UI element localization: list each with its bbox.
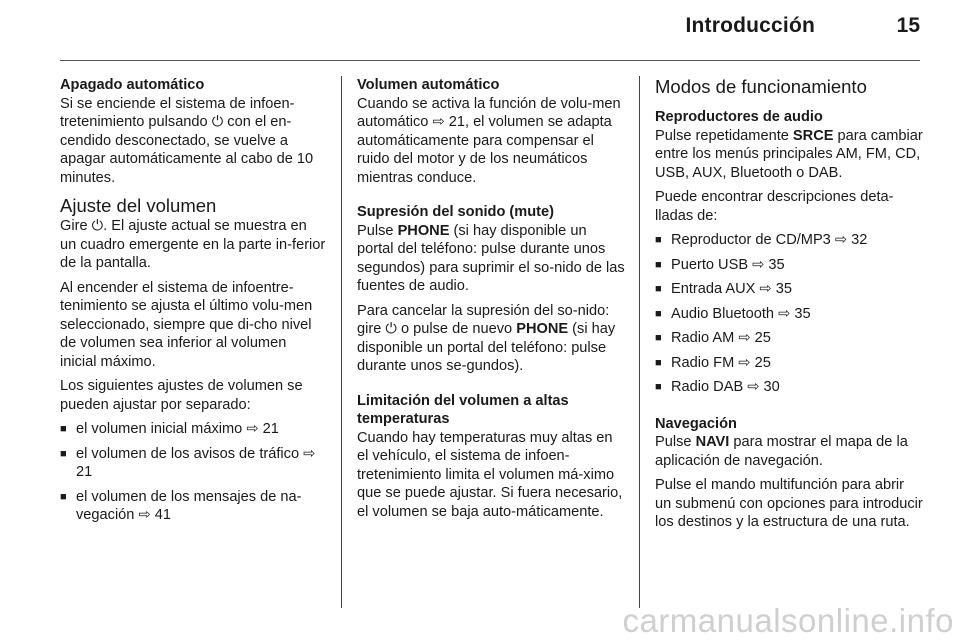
volume-paragraph-1: Gire ⏻. El ajuste actual se muestra en un cuadro emergente en la parte in-ferior de la pantalla. xyxy=(60,218,326,271)
srce-key-label: SRCE xyxy=(792,127,834,144)
list-item: ■ Radio FM ⇨ 25 xyxy=(655,354,923,373)
players-heading: Reproductores de audio xyxy=(655,109,823,125)
navigation-paragraph-1: Pulse NAVI para mostrar el mapa de la aplicación de navegación. xyxy=(655,434,908,469)
auto-off-heading: Apagado automático xyxy=(60,77,205,93)
column-divider xyxy=(639,76,640,608)
players-paragraph-1: Pulse repetidamente SRCE para cambiar entre los menús principales AM, FM, CD, USB, AUX, Bluetooth o DAB. xyxy=(655,127,923,181)
modes-heading: Modos de funcionamiento xyxy=(655,76,867,97)
players-paragraph-2: Puede encontrar descripciones deta-lladas de: xyxy=(655,189,894,224)
list-item: ■ Entrada AUX ⇨ 35 xyxy=(655,280,923,299)
auto-volume-text: Cuando se activa la función de volu-men automático ⇨ 21, el volumen se adapta automáticamente para compensar el ruido del motor y de los neumáticos mientras conduce. xyxy=(357,95,621,186)
column-divider xyxy=(341,76,342,608)
navi-key-label: NAVI xyxy=(695,434,730,450)
list-item: ■ Audio Bluetooth ⇨ 35 xyxy=(655,305,923,324)
volume-heading: Ajuste del volumen xyxy=(60,195,217,216)
list-item: ■ Radio AM ⇨ 25 xyxy=(655,329,923,348)
list-item: ■ Reproductor de CD/MP3 ⇨ 32 xyxy=(655,231,923,250)
volume-paragraph-2: Al encender el sistema de infoentre-tenimiento se ajusta el último volu-men seleccionado, siempre que di-cho nivel de volumen sea inferior al volumen inicial máximo. xyxy=(60,279,313,370)
auto-off-text: Si se enciende el sistema de infoen-tretenimiento pulsando ⏻ con el en-cendido desconectado, se vuelve a apagar automáticamente al cabo de 10 minutes. xyxy=(60,95,314,186)
column-middle xyxy=(357,76,625,527)
navigation-paragraph-2: Pulse el mando multifunción para abrir un submenú con opciones para introducir los destinos y la estructura de una ruta. xyxy=(655,477,923,530)
column-right xyxy=(655,76,923,538)
list-item: ■ el volumen de los avisos de tráfico ⇨ 21 xyxy=(60,445,326,482)
watermark: carmanualsonline.info xyxy=(622,602,954,639)
mute-heading: Supresión del sonido (mute) xyxy=(357,204,555,220)
page-number: 15 xyxy=(896,14,920,37)
list-item: ■ el volumen inicial máximo ⇨ 21 xyxy=(60,420,326,439)
limit-text: Cuando hay temperaturas muy altas en el vehículo, el sistema de infoen-tretenimiento limita el volumen má-ximo que se puede ajustar. Si fuera necesario, el volumen se baja auto-máticamente. xyxy=(357,429,623,520)
column-left xyxy=(60,76,326,533)
players-list xyxy=(655,231,923,397)
phone-key-label: PHONE xyxy=(516,321,569,337)
list-item: ■ el volumen de los mensajes de na-vegación ⇨ 41 xyxy=(60,488,326,525)
list-item: ■ Puerto USB ⇨ 35 xyxy=(655,256,923,275)
list-item: ■ Radio DAB ⇨ 30 xyxy=(655,378,923,397)
phone-key-label: PHONE xyxy=(397,222,450,239)
limit-heading: Limitación del volumen a altas temperaturas xyxy=(357,392,569,427)
mute-paragraph-2: Para cancelar la supresión del so-nido: gire ⏻ o pulse de nuevo PHONE (si hay disponible un portal del teléfono: pulse durante unos se-gundos). xyxy=(357,302,616,374)
auto-volume-heading: Volumen automático xyxy=(357,77,500,93)
volume-paragraph-3: Los siguientes ajustes de volumen se pueden ajustar por separado: xyxy=(60,378,303,413)
header-divider xyxy=(60,60,920,61)
navigation-heading: Navegación xyxy=(655,415,737,432)
mute-paragraph-1: Pulse PHONE (si hay disponible un portal del teléfono: pulse durante unos segundos) para suprimir el so-nido de las fuentes de audio. xyxy=(357,222,625,294)
page-title: Introducción xyxy=(685,14,815,37)
volume-list xyxy=(60,420,326,525)
